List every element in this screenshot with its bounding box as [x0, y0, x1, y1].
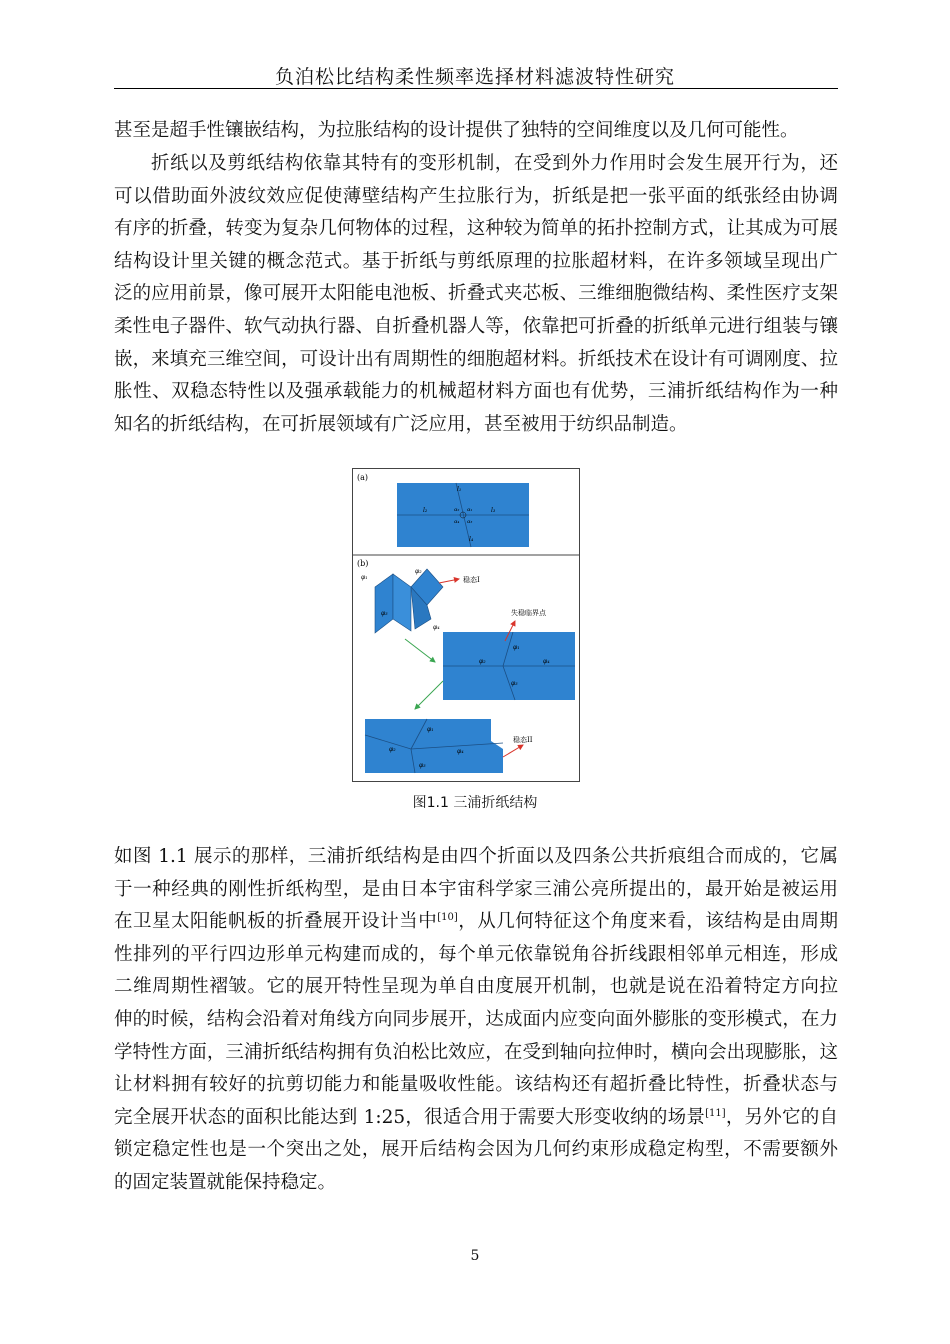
label-l4: l₄ [469, 536, 474, 543]
text-line-with-citation [114, 1102, 838, 1135]
text-segment: 在卫星太阳能帆板的折叠展开设计当中 [114, 911, 438, 933]
paragraph-2 [114, 148, 838, 441]
header-title: 负泊松比结构柔性频率选择材料滤波特性研究 [274, 66, 675, 88]
text-line: 的固定装置就能保持稳定。 [114, 1171, 337, 1193]
panel-b-label: (b) [357, 559, 369, 568]
text-line: 锁定稳定性也是一个突出之处，展开后结构会因为几何约束形成稳定构型，不需要额外 [114, 1139, 838, 1161]
critical-phi1: φ₁ [513, 644, 520, 651]
text-line: 嵌，来填充三维空间，可设计出有周期性的细胞超材料。折纸技术在设计有可调刚度、拉 [114, 348, 838, 370]
text-line: 甚至是超手性镶嵌结构，为拉胀结构的设计提供了独特的空间维度以及几何可能性。 [114, 120, 799, 141]
text-line: 性排列的平行四边形单元构建而成的，每个单元依靠锐角谷折线跟相邻单元相连，形成 [114, 943, 838, 965]
citation-10[interactable]: [10] [437, 912, 458, 924]
folded-phi-b: φ₂ [415, 568, 422, 575]
folded-phi-c: φ₃ [381, 610, 388, 617]
critical-phi2: φ₂ [479, 658, 486, 665]
citation-11[interactable]: [11] [705, 1107, 726, 1119]
text-line: 伸的时候，结构会沿着对角线方向同步展开，达成面内应变向面外膨胀的变形模式，在力 [114, 1008, 838, 1030]
label-alpha4: α₄ [454, 519, 460, 525]
figure-miura-ori [352, 468, 580, 782]
state2-phi2: φ₂ [389, 746, 396, 753]
folded-facet-1 [375, 574, 393, 633]
text-segment: 完全展开状态的面积比能达到 1:25，很适合用于需要大形变收纳的场景 [114, 1106, 706, 1128]
text-line: 可以借助面外波纹效应促使薄壁结构产生拉胀行为，折纸是把一张平面的纸张经由协调 [114, 185, 838, 207]
arrow-transition-2 [415, 681, 443, 709]
panel-a-label: (a) [357, 473, 369, 482]
paragraph-3 [114, 841, 838, 1200]
label-l2: l₂ [423, 507, 428, 514]
label-critical: 失稳临界点 [511, 609, 546, 617]
label-state1: 稳态I [463, 576, 480, 584]
text-line: 柔性电子器件、软气动执行器、自折叠机器人等，依靠把可折叠的折纸单元进行组装与镶 [114, 315, 838, 337]
header-rule [114, 88, 838, 89]
text-segment: ，从几何特征这个角度来看，该结构是由周期 [457, 911, 838, 933]
state2-sheet [365, 719, 503, 773]
arrow-state2 [503, 745, 523, 757]
figure-caption: 图1.1 三浦折纸结构 [412, 795, 538, 811]
text-line: 结构设计里关键的概念范式。基于折纸与剪纸原理的拉胀超材料，在许多领域呈现出广 [114, 250, 838, 272]
text-line: 泛的应用前景，像可展开太阳能电池板、折叠式夹芯板、三维细胞微结构、柔性医疗支架 [114, 283, 838, 305]
figure-svg [353, 469, 579, 781]
text-line: 如图 1.1 展示的那样，三浦折纸结构是由四个折面以及四条公共折痕组合而成的，它属 [114, 846, 838, 867]
paragraph-1 [114, 115, 838, 148]
label-l3: l₃ [491, 507, 496, 514]
text-line: 于一种经典的刚性折纸构型，是由日本宇宙科学家三浦公亮所提出的，最开始是被运用 [114, 878, 838, 900]
page-number: 5 [470, 1248, 480, 1264]
text-segment: ，另外它的自 [725, 1106, 838, 1128]
folded-phi-a: φ₁ [361, 574, 368, 581]
text-line: 知名的折纸结构，在可折展领域有广泛应用，甚至被用于纺织品制造。 [114, 413, 688, 435]
text-line: 学特性方面，三浦折纸结构拥有负泊松比效应，在受到轴向拉伸时，横向会出现膨胀，这 [114, 1041, 838, 1063]
label-l1: l₁ [457, 486, 462, 493]
text-line: 有序的折叠，转变为复杂几何物体的过程，这种较为简单的拓扑控制方式，让其成为可展 [114, 218, 838, 240]
label-state2: 稳态II [513, 736, 533, 744]
text-line: 胀性、双稳态特性以及强承载能力的机械超材料方面也有优势，三浦折纸结构作为一种 [114, 381, 838, 403]
label-alpha1: α₁ [467, 507, 473, 513]
arrow-state1 [439, 579, 459, 583]
label-alpha2: α₂ [454, 507, 460, 513]
text-line: 折纸以及剪纸结构依靠其特有的变形机制，在受到外力作用时会发生展开行为，还 [151, 153, 838, 174]
text-line-with-citation [114, 906, 838, 939]
state2-phi3: φ₃ [419, 762, 426, 769]
critical-phi4: φ₄ [543, 658, 550, 665]
state2-phi4: φ₄ [457, 748, 464, 755]
text-line: 二维周期性褶皱。它的展开特性呈现为单自由度展开机制，也就是说在沿着特定方向拉 [114, 976, 838, 998]
state2-phi1: φ₁ [427, 726, 434, 733]
folded-facet-2 [393, 574, 411, 631]
critical-phi3: φ₃ [511, 680, 518, 687]
arrow-transition-1 [405, 639, 435, 662]
label-alpha3: α₃ [467, 519, 473, 525]
folded-phi-d: φ₄ [433, 624, 440, 631]
text-line: 让材料拥有较好的抗剪切能力和能量吸收性能。该结构还有超折叠比特性，折叠状态与 [114, 1074, 838, 1096]
